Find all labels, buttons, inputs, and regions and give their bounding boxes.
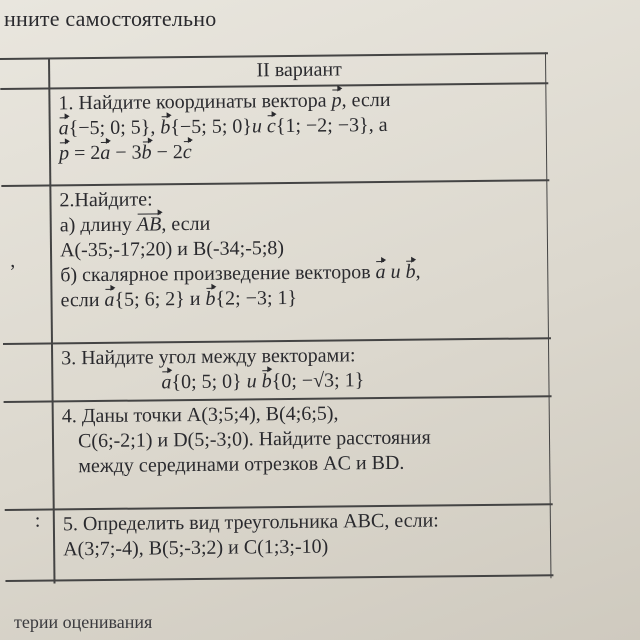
task-1-line-2: a{−5; 0; 5}, b{−5; 5; 0}и c{1; −2; −3}, а bbox=[58, 113, 388, 140]
vector-ab: AB bbox=[136, 213, 162, 236]
vector-p: p bbox=[58, 142, 70, 165]
page-footer-fragment: терии оценивания bbox=[14, 612, 153, 632]
left-column-mark: : bbox=[34, 509, 41, 532]
task-4-line-3: между серединами отрезков AC и BD. bbox=[78, 451, 405, 478]
task-1-line-1: 1. Найдите координаты вектора p, если bbox=[58, 88, 391, 115]
task-5-line-2: A(3;7;-4), B(5;-3;2) и C(1;3;-10) bbox=[63, 535, 329, 561]
page-heading: нните самостоятельно bbox=[4, 6, 217, 31]
task-4-line-1: 4. Даны точки A(3;5;4), B(4;6;5), bbox=[61, 402, 339, 428]
vector-b: b bbox=[141, 141, 152, 164]
task-2a-line-2: A(-35;-17;20) и B(-34;-5;8) bbox=[59, 237, 285, 262]
vector-b: b bbox=[160, 116, 171, 139]
task-2b-line-2: если a{5; 6; 2} и b{2; −3; 1} bbox=[60, 286, 298, 312]
vector-c: c bbox=[182, 140, 192, 164]
task-1 bbox=[58, 86, 539, 166]
vector-a: a bbox=[58, 117, 69, 140]
vector-b: b bbox=[261, 370, 272, 393]
task-5-line-1: 5. Определить вид треугольника ABC, если: bbox=[62, 509, 439, 536]
task-1-line-3: p = 2a − 3b − 2c bbox=[58, 140, 192, 165]
vector-a: a bbox=[100, 141, 111, 164]
task-3-line-1: 3. Найдите угол между векторами: bbox=[61, 344, 356, 370]
left-column-mark: , bbox=[10, 249, 16, 272]
task-2a-line-1: а) длину AB, если bbox=[59, 212, 211, 237]
table-divider-left bbox=[48, 57, 55, 583]
vector-a: a bbox=[104, 288, 115, 311]
vector-b: b bbox=[405, 260, 416, 283]
vector-c: c bbox=[266, 115, 276, 138]
table-border-bottom bbox=[5, 574, 553, 581]
task-2b-line-1: б) скалярное произведение векторов a и b, bbox=[60, 260, 421, 287]
task-3 bbox=[61, 341, 541, 396]
task-3-line-2: a{0; 5; 0} и b{0; −√3; 1} bbox=[161, 369, 365, 394]
task-2-title: 2.Найдите: bbox=[59, 188, 153, 212]
task-2 bbox=[59, 183, 540, 313]
vector-a: a bbox=[375, 260, 386, 284]
assignment-table bbox=[0, 52, 553, 584]
task-4 bbox=[62, 399, 543, 479]
task-5 bbox=[63, 507, 543, 562]
vector-a: a bbox=[161, 371, 172, 394]
vector-p: p bbox=[331, 89, 342, 112]
task-4-line-2: C(6;-2;1) и D(5;-3;0). Найдите расстояния bbox=[77, 426, 431, 453]
column-header-variant-2: II вариант bbox=[256, 58, 342, 82]
table-border-right bbox=[544, 52, 551, 578]
vector-b: b bbox=[205, 287, 216, 310]
